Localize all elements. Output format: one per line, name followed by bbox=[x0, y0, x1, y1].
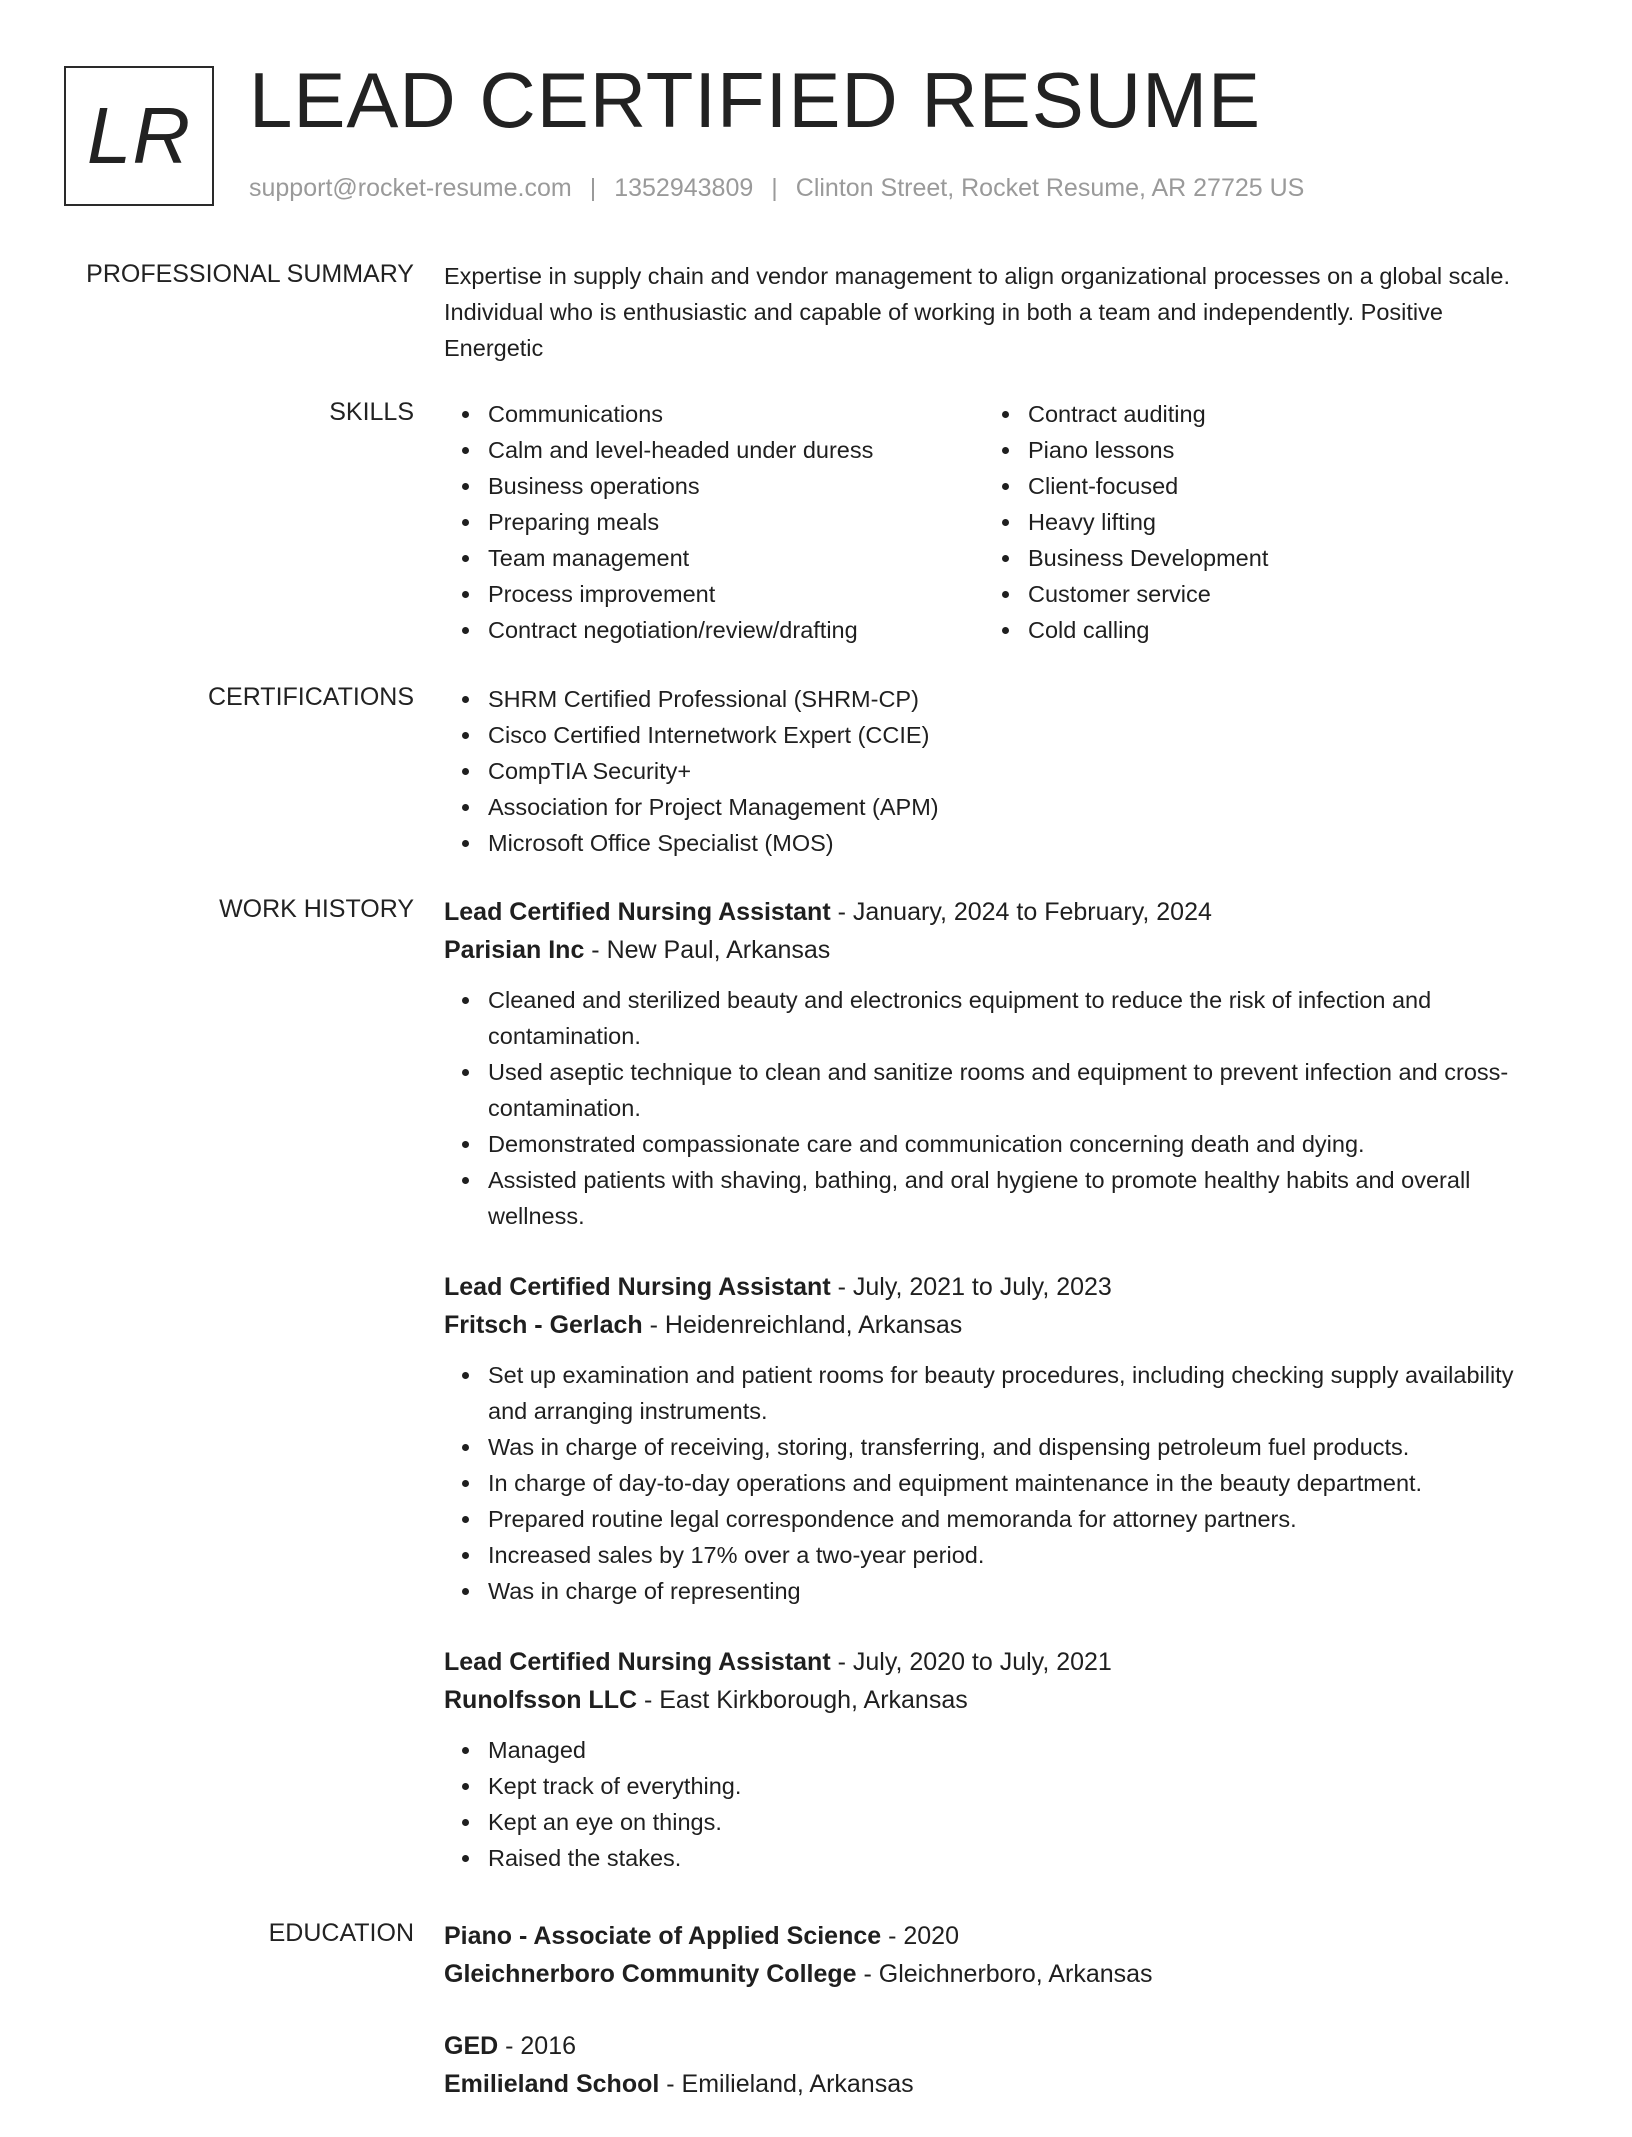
job-bullet: Set up examination and patient rooms for beauty procedures, including checking supply availability and arranging instruments. bbox=[488, 1357, 1524, 1429]
skills-list-right bbox=[984, 396, 1524, 648]
resume-title: LEAD CERTIFIED RESUME bbox=[249, 56, 1262, 144]
education-school: Emilieland School bbox=[444, 2070, 660, 2098]
education-list bbox=[444, 1917, 1524, 2137]
certifications-list bbox=[444, 681, 1524, 861]
certification-item: Association for Project Management (APM) bbox=[488, 789, 1524, 825]
job-company-line bbox=[444, 931, 1524, 969]
job-location: - New Paul, Arkansas bbox=[584, 936, 831, 964]
section-label-summary: PROFESSIONAL SUMMARY bbox=[86, 260, 414, 288]
summary-text: Expertise in supply chain and vendor management to align organizational processes on a global scale. Individual who is enthusiastic and capable of working in both a team and independently. Positive Energetic bbox=[444, 263, 1510, 361]
education-location: - Gleichnerboro, Arkansas bbox=[856, 1960, 1153, 1988]
job-bullet: Prepared routine legal correspondence and memoranda for attorney partners. bbox=[488, 1501, 1524, 1537]
job-bullet: Was in charge of receiving, storing, transferring, and dispensing petroleum fuel products. bbox=[488, 1429, 1524, 1465]
contact-address: Clinton Street, Rocket Resume, AR 27725 US bbox=[795, 174, 1305, 202]
skill-item: Client-focused bbox=[1028, 468, 1524, 504]
section-label-work-history: WORK HISTORY bbox=[219, 895, 414, 923]
monogram-logo: LR bbox=[64, 66, 214, 206]
job-bullet: Cleaned and sterilized beauty and electronics equipment to reduce the risk of infection and contamination. bbox=[488, 982, 1524, 1054]
skill-item: Contract auditing bbox=[1028, 396, 1524, 432]
job-dates: - July, 2021 to July, 2023 bbox=[830, 1273, 1112, 1301]
education-year: - 2020 bbox=[881, 1922, 959, 1950]
skill-item: Contract negotiation/review/drafting bbox=[488, 612, 984, 648]
job-company-line bbox=[444, 1306, 1524, 1344]
job-company: Runolfsson LLC bbox=[444, 1686, 638, 1714]
skill-item: Heavy lifting bbox=[1028, 504, 1524, 540]
job-entry bbox=[444, 893, 1524, 1234]
education-degree-line bbox=[444, 1917, 1524, 1955]
contact-line bbox=[249, 174, 1304, 203]
job-bullet: Used aseptic technique to clean and sanitize rooms and equipment to prevent infection and cross-contamination. bbox=[488, 1054, 1524, 1126]
education-year: - 2016 bbox=[498, 2032, 577, 2060]
certification-item: Microsoft Office Specialist (MOS) bbox=[488, 825, 1524, 861]
job-company: Parisian Inc bbox=[444, 936, 585, 964]
section-label-skills: SKILLS bbox=[329, 398, 414, 426]
job-bullets bbox=[444, 1357, 1524, 1609]
education-entry bbox=[444, 1917, 1524, 1993]
section-label-education: EDUCATION bbox=[268, 1919, 414, 1947]
job-bullet: In charge of day-to-day operations and equipment maintenance in the beauty department. bbox=[488, 1465, 1524, 1501]
skill-item: Cold calling bbox=[1028, 612, 1524, 648]
job-bullets bbox=[444, 982, 1524, 1234]
certification-item: CompTIA Security+ bbox=[488, 753, 1524, 789]
job-title-line bbox=[444, 893, 1524, 931]
job-bullet: Kept track of everything. bbox=[488, 1768, 1524, 1804]
job-title: Lead Certified Nursing Assistant bbox=[444, 898, 831, 926]
skill-item: Preparing meals bbox=[488, 504, 984, 540]
skill-item: Calm and level-headed under duress bbox=[488, 432, 984, 468]
skill-item: Communications bbox=[488, 396, 984, 432]
job-entry bbox=[444, 1268, 1524, 1609]
skill-item: Business Development bbox=[1028, 540, 1524, 576]
job-company: Fritsch - Gerlach bbox=[444, 1311, 643, 1339]
job-bullet: Managed bbox=[488, 1732, 1524, 1768]
section-label-certifications: CERTIFICATIONS bbox=[207, 683, 414, 711]
job-location: - Heidenreichland, Arkansas bbox=[642, 1311, 963, 1339]
job-company-line bbox=[444, 1681, 1524, 1719]
skill-item: Customer service bbox=[1028, 576, 1524, 612]
job-title: Lead Certified Nursing Assistant bbox=[444, 1648, 831, 1676]
skill-item: Business operations bbox=[488, 468, 984, 504]
job-bullet: Assisted patients with shaving, bathing, and oral hygiene to promote healthy habits and overall wellness. bbox=[488, 1162, 1524, 1234]
skill-item: Process improvement bbox=[488, 576, 984, 612]
education-degree-line bbox=[444, 2027, 1524, 2065]
job-bullet: Was in charge of representing bbox=[488, 1573, 1524, 1609]
education-degree: Piano - Associate of Applied Science bbox=[444, 1922, 882, 1950]
contact-separator: | bbox=[589, 174, 597, 202]
education-degree: GED bbox=[444, 2032, 499, 2060]
education-entry bbox=[444, 2027, 1524, 2103]
job-bullet: Increased sales by 17% over a two-year period. bbox=[488, 1537, 1524, 1573]
job-dates: - January, 2024 to February, 2024 bbox=[830, 898, 1212, 926]
education-school: Gleichnerboro Community College bbox=[444, 1960, 857, 1988]
contact-phone[interactable]: 1352943809 bbox=[614, 174, 754, 202]
job-title: Lead Certified Nursing Assistant bbox=[444, 1273, 831, 1301]
job-location: - East Kirkborough, Arkansas bbox=[637, 1686, 968, 1714]
job-bullets bbox=[444, 1732, 1524, 1876]
education-location: - Emilieland, Arkansas bbox=[659, 2070, 914, 2098]
job-title-line bbox=[444, 1268, 1524, 1306]
job-entry bbox=[444, 1643, 1524, 1876]
job-bullet: Raised the stakes. bbox=[488, 1840, 1524, 1876]
skills-list-left bbox=[444, 396, 984, 648]
jobs-list bbox=[444, 893, 1524, 1910]
education-school-line bbox=[444, 1955, 1524, 1993]
job-bullet: Kept an eye on things. bbox=[488, 1804, 1524, 1840]
job-title-line bbox=[444, 1643, 1524, 1681]
job-bullet: Demonstrated compassionate care and communication concerning death and dying. bbox=[488, 1126, 1524, 1162]
education-school-line bbox=[444, 2065, 1524, 2103]
contact-separator: | bbox=[771, 174, 778, 202]
contact-email[interactable]: support@rocket-resume.com bbox=[249, 174, 572, 202]
skill-item: Team management bbox=[488, 540, 984, 576]
job-dates: - July, 2020 to July, 2021 bbox=[830, 1648, 1112, 1676]
certification-item: SHRM Certified Professional (SHRM-CP) bbox=[488, 681, 1524, 717]
skill-item: Piano lessons bbox=[1028, 432, 1524, 468]
certification-item: Cisco Certified Internetwork Expert (CCIE) bbox=[488, 717, 1524, 753]
